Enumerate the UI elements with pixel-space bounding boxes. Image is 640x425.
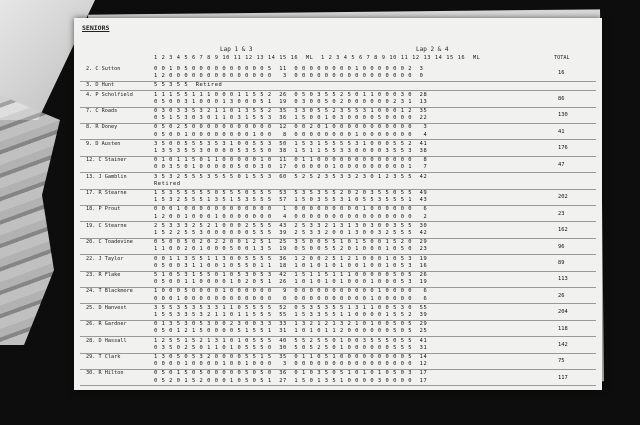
- rider-name: 9. D Austen: [86, 140, 121, 147]
- rider-total: 204: [558, 309, 568, 316]
- rider-total: 23: [558, 210, 565, 217]
- rider-total: 86: [558, 95, 565, 102]
- score-line: 0 5 0 1 5 0 5 0 0 0 0 0 5 0 5 0 36 0 1 0 3 5 0 5 1 0 1 0 1 0 5 0 3 17: [154, 370, 428, 377]
- score-line: Retired: [154, 180, 181, 187]
- score-line: 0 3 5 0 2 5 0 1 1 0 1 0 5 5 5 0 30 5 0 5 2 5 0 1 0 0 0 0 0 0 5 5 5 31: [154, 344, 428, 351]
- rider-name: 23. R Flake: [86, 272, 121, 278]
- rider-total: 41: [558, 128, 565, 135]
- score-line: 5 5 3 5 5 Retired: [154, 82, 223, 89]
- score-line: 0 5 0 0 3 1 1 0 0 1 0 5 5 0 1 1 18 1 0 1 0 1 0 1 0 0 1 0 0 1 0 5 3 16: [154, 262, 428, 269]
- lap-2-heading: Lap 2 & 4: [416, 46, 449, 53]
- score-line: 0 3 0 3 3 5 3 2 1 1 0 1 3 5 5 2 35 3 3 0 5 5 2 3 5 5 3 1 0 0 0 1 2 35: [154, 108, 428, 114]
- score-line: 1 5 5 3 3 5 3 2 1 1 0 1 1 5 5 5 55 1 5 3 3 5 5 1 1 0 0 0 0 1 5 5 2 39: [154, 311, 428, 318]
- rider-total: 202: [558, 194, 568, 201]
- rider-total: 16: [558, 70, 565, 77]
- score-line: 0 0 0 1 0 0 0 0 0 0 0 0 0 0 0 0 0 0 0 0 0 0 0 0 0 0 0 1 0 0 0 0 0 6: [154, 295, 428, 302]
- lap-1-heading: Lap 1 & 3: [220, 46, 253, 53]
- rider-total: 47: [558, 161, 565, 168]
- rider-total: 96: [558, 243, 565, 250]
- score-line: 0 1 3 5 3 0 5 3 0 0 2 3 0 0 3 3 33 1 3 2 1 2 1 3 2 1 0 1 0 0 5 0 5 29: [154, 321, 428, 328]
- rider-total: 162: [558, 227, 568, 234]
- rider-total: 130: [558, 112, 568, 119]
- score-line: 0 0 0 0 1 0 0 0 0 1 0 0 1 0 0 0 3 0 0 0 0 0 0 0 0 0 0 0 0 0 0 0 0 12: [154, 361, 428, 368]
- rider-name: 18. P Prout: [86, 206, 121, 213]
- score-line: 0 5 2 0 1 5 2 0 0 0 1 0 5 0 5 1 27 1 5 0 1 3 5 1 0 0 0 0 3 0 0 0 0 17: [154, 377, 428, 384]
- background-crumpled-paper: [0, 95, 60, 345]
- section-number-header: 1 2 3 4 5 6 7 8 9 10 11 12 13 14 15 16 ML 1 2 3 4 5 6 7 8 9 10 11 12 13 14 15 16 ML: [154, 55, 481, 61]
- score-line: 1 2 5 5 1 5 2 1 3 1 0 1 0 5 5 5 40 5 5 2 5 5 0 1 0 0 3 5 5 5 0 5 5 41: [154, 337, 428, 344]
- rider-name: 24. T Blackmore: [86, 288, 133, 295]
- sheet-title: SENIORS: [82, 24, 110, 32]
- score-line: 0 5 0 0 3 1 0 0 0 1 3 0 0 0 5 1 19 0 3 0 0 5 0 2 0 0 0 0 0 0 2 3 1 13: [154, 98, 428, 105]
- rider-total: 142: [558, 341, 568, 348]
- rider-name: 30. R Hilton: [86, 370, 124, 377]
- rider-name: 19. C Stearne: [86, 222, 127, 229]
- score-line: 1 3 0 5 0 5 3 2 0 0 0 0 5 5 1 5 35 0 1 1 0 5 1 0 0 0 0 0 0 0 0 0 5 14: [154, 354, 428, 360]
- rider-name: 20. C Toadevine: [86, 239, 133, 246]
- score-sheet: [74, 18, 602, 390]
- rider-total: 117: [558, 374, 568, 381]
- rider-total: 176: [558, 145, 568, 152]
- score-line: 0 0 3 5 0 1 0 0 0 0 0 5 0 0 3 0 17 0 0 0 0 0 1 0 0 0 0 0 0 0 0 0 1 7: [154, 164, 428, 171]
- score-line: 0 1 0 1 1 5 0 1 1 0 0 0 0 0 1 0 11 0 1 1 0 0 0 0 0 0 0 0 0 0 0 0 0 8: [154, 157, 428, 164]
- score-line: 1 1 0 0 2 0 1 0 0 0 5 0 0 1 3 5 19 0 5 0 0 5 5 2 0 1 0 0 0 1 0 5 0 23: [154, 246, 428, 253]
- score-line: 3 5 5 3 5 3 5 3 3 1 1 0 5 5 5 5 52 0 5 3 5 3 5 5 1 3 1 1 0 0 5 3 0 55: [154, 304, 428, 311]
- rider-total: 75: [558, 358, 565, 365]
- rider-name: 17. R Stearne: [86, 190, 127, 196]
- score-line: 0 0 1 0 5 0 0 0 0 0 0 0 0 0 0 5 11 0 0 0 0 0 0 0 0 1 0 0 0 0 0 0 2 3: [154, 66, 424, 72]
- rider-name: 4. P Scholfield: [86, 91, 133, 98]
- rider-name: 13. J Gamblin: [86, 173, 127, 180]
- score-line: 0 0 1 1 3 5 5 1 1 3 0 0 5 5 5 5 36 1 2 0 0 2 5 1 2 1 0 0 0 1 0 5 3 19: [154, 255, 428, 262]
- score-line: 0 5 0 2 5 0 0 0 0 0 0 0 0 0 0 0 12 0 0 2 0 1 0 0 0 0 0 0 0 0 0 0 0 3: [154, 124, 428, 131]
- rider-name: 8. R Doney: [86, 124, 118, 131]
- rider-name: 29. T Clark: [86, 354, 121, 360]
- rider-name: 3. D Hunt: [86, 82, 115, 89]
- score-line: 0 5 0 1 2 1 5 0 0 0 0 5 1 5 5 1 31 1 0 1 0 1 1 2 0 0 0 0 0 0 5 0 5 25: [154, 328, 428, 335]
- score-line: 5 1 0 5 3 1 5 5 0 1 0 5 3 0 5 3 42 1 5 1 1 5 1 1 1 0 0 0 0 0 5 0 5 26: [154, 272, 428, 278]
- total-header: TOTAL: [554, 55, 570, 61]
- rider-name: 28. D Hassall: [86, 337, 127, 344]
- score-line: 1 5 3 5 5 5 5 5 0 5 5 5 0 5 5 5 53 5 3 5 3 5 5 2 0 2 0 3 5 5 0 5 5 49: [154, 190, 428, 196]
- score-line: 1 5 3 2 5 5 5 1 3 5 1 5 3 5 5 5 57 1 5 0 3 5 5 3 1 0 5 5 3 5 5 5 1 43: [154, 197, 428, 204]
- score-line: 0 5 1 5 3 0 3 0 1 1 0 3 1 5 5 3 36 1 5 0 0 1 0 3 0 0 0 0 5 0 0 0 0 22: [154, 115, 428, 122]
- rider-total: 118: [558, 325, 568, 332]
- score-line: 0 5 0 0 1 1 0 0 0 0 1 0 2 0 5 1 26 1 0 1 0 1 0 1 0 0 0 1 0 0 0 5 3 19: [154, 279, 428, 286]
- score-line: 1 3 5 3 5 5 3 0 0 0 0 5 3 5 5 0 38 1 5 1 1 5 5 3 3 0 0 0 0 3 5 5 3 38: [154, 147, 428, 154]
- rider-total: 113: [558, 276, 568, 283]
- rider-name: 25. D Hanvest: [86, 304, 127, 311]
- score-line: 1 2 0 0 0 0 0 0 0 0 0 0 0 0 0 0 3 0 0 0 0 0 0 0 0 0 0 0 0 0 0 0 0 0: [154, 73, 424, 80]
- score-line: 2 5 3 3 3 2 5 2 1 0 0 0 2 5 5 5 43 2 5 3 3 2 1 3 1 3 0 3 0 0 3 5 5 30: [154, 222, 428, 229]
- rider-total: 89: [558, 259, 565, 266]
- score-line: 0 5 0 0 5 0 2 0 2 2 0 0 1 2 5 1 25 3 5 0 0 5 5 1 0 1 5 0 0 1 5 2 0 29: [154, 239, 428, 246]
- score-line: 0 0 0 1 0 0 0 0 0 0 0 0 0 0 0 0 1 0 0 0 0 0 0 0 0 0 1 0 0 0 0 0 0 6: [154, 206, 428, 213]
- rider-name: 7. C Roads: [86, 108, 118, 114]
- row-separator: [80, 385, 596, 386]
- rider-name: 2. C Sutton: [86, 66, 121, 72]
- score-line: 1 2 0 0 1 0 0 0 1 0 0 0 0 0 0 0 4 0 0 0 0 0 0 0 0 0 0 0 0 0 0 0 0 2: [154, 213, 428, 220]
- score-line: 3 5 3 2 5 5 5 3 5 5 5 0 1 5 5 3 60 5 2 5 2 3 5 3 3 2 3 0 1 2 3 5 5 42: [154, 173, 428, 180]
- score-line: 0 5 0 0 1 0 0 0 0 0 0 0 0 1 0 0 8 0 0 0 0 0 0 0 0 1 0 0 0 0 0 0 0 4: [154, 131, 428, 138]
- score-line: 1 0 0 0 5 0 0 0 0 1 0 0 0 0 0 0 9 0 0 0 0 0 0 0 0 0 0 0 1 0 0 0 0 6: [154, 288, 428, 295]
- score-line: 1 5 2 2 5 5 3 0 0 0 0 0 0 5 5 5 39 2 5 3 3 2 0 0 1 3 0 0 3 2 5 5 5 42: [154, 229, 428, 236]
- score-line: 1 1 1 5 5 1 1 1 0 0 0 1 1 5 5 2 26 0 5 0 3 5 5 2 5 0 1 1 0 0 0 3 0 28: [154, 91, 428, 98]
- rider-name: 22. J Taylor: [86, 255, 124, 262]
- rider-name: 12. C Stainer: [86, 157, 127, 164]
- rider-name: 26. R Gardner: [86, 321, 127, 328]
- rider-total: 26: [558, 292, 565, 299]
- score-line: 3 5 0 0 5 5 5 3 5 3 1 0 0 5 5 3 50 1 5 3 1 5 5 5 5 3 1 0 0 0 5 5 2 41: [154, 140, 428, 147]
